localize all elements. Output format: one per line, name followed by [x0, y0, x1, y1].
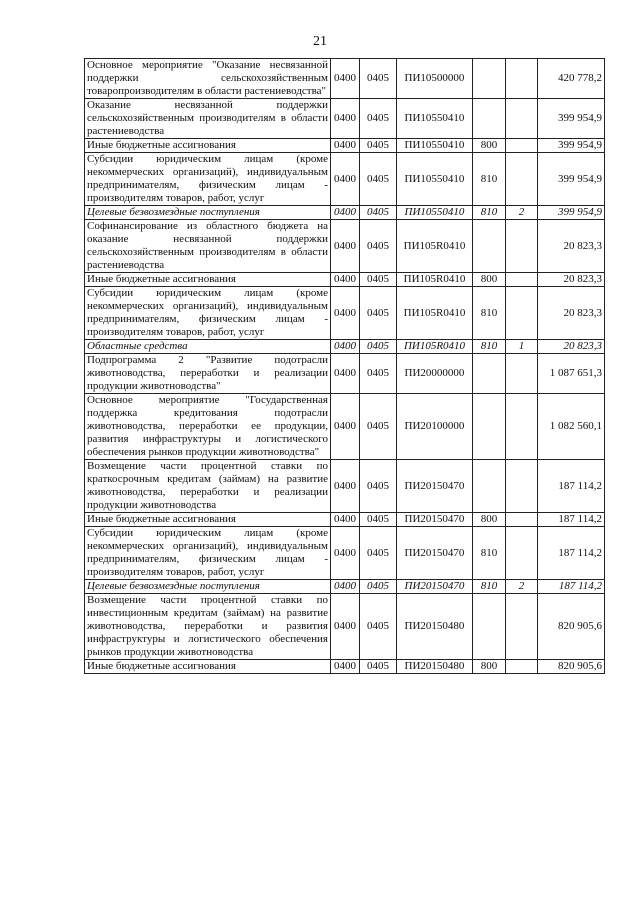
table-row — [85, 660, 605, 674]
row-name: Иные бюджетные ассигнования — [85, 139, 331, 153]
expense-type-code — [473, 460, 506, 513]
amount-value: 187 114,2 — [538, 513, 605, 527]
funding-source-code — [506, 153, 538, 206]
section-code: 0400 — [331, 660, 360, 674]
funding-source-code — [506, 460, 538, 513]
table-row — [85, 206, 605, 220]
section-code: 0400 — [331, 340, 360, 354]
expense-type-code: 800 — [473, 660, 506, 674]
row-name: Иные бюджетные ассигнования — [85, 273, 331, 287]
subsection-code: 0405 — [360, 354, 397, 394]
expense-type-code: 810 — [473, 287, 506, 340]
expense-type-code: 810 — [473, 206, 506, 220]
funding-source-code — [506, 287, 538, 340]
row-name: Субсидии юридическим лицам (кроме некоммерческих организаций), индивидуальным предпринимателям, физическим лицам - производителям товаров, работ, услуг — [85, 153, 331, 206]
table-row — [85, 139, 605, 153]
funding-source-code — [506, 527, 538, 580]
target-article-code: ПИ20150470 — [397, 513, 473, 527]
subsection-code: 0405 — [360, 594, 397, 660]
section-code: 0400 — [331, 580, 360, 594]
page-number: 21 — [313, 34, 327, 49]
section-code: 0400 — [331, 527, 360, 580]
section-code: 0400 — [331, 513, 360, 527]
amount-value: 420 778,2 — [538, 59, 605, 99]
row-name: Целевые безвозмездные поступления — [85, 206, 331, 220]
section-code: 0400 — [331, 394, 360, 460]
table-row — [85, 513, 605, 527]
amount-value: 187 114,2 — [538, 580, 605, 594]
expense-type-code: 800 — [473, 273, 506, 287]
table-row — [85, 594, 605, 660]
section-code: 0400 — [331, 59, 360, 99]
row-name: Подпрограмма 2 "Развитие подотрасли животноводства, переработки и реализации продукции животноводства" — [85, 354, 331, 394]
target-article-code: ПИ20100000 — [397, 394, 473, 460]
expense-type-code: 810 — [473, 580, 506, 594]
target-article-code: ПИ105R0410 — [397, 273, 473, 287]
target-article-code: ПИ20150480 — [397, 660, 473, 674]
target-article-code: ПИ105R0410 — [397, 340, 473, 354]
subsection-code: 0405 — [360, 287, 397, 340]
row-name: Иные бюджетные ассигнования — [85, 513, 331, 527]
table-row — [85, 153, 605, 206]
subsection-code: 0405 — [360, 460, 397, 513]
table-row — [85, 220, 605, 273]
funding-source-code — [506, 59, 538, 99]
target-article-code: ПИ10550410 — [397, 99, 473, 139]
target-article-code: ПИ105R0410 — [397, 287, 473, 340]
funding-source-code — [506, 273, 538, 287]
amount-value: 20 823,3 — [538, 273, 605, 287]
table-body — [85, 59, 605, 674]
row-name: Субсидии юридическим лицам (кроме некоммерческих организаций), индивидуальным предпринимателям, физическим лицам - производителям товаров, работ, услуг — [85, 287, 331, 340]
amount-value: 820 905,6 — [538, 660, 605, 674]
table-row — [85, 99, 605, 139]
table-row — [85, 580, 605, 594]
expense-type-code: 800 — [473, 513, 506, 527]
funding-source-code: 2 — [506, 580, 538, 594]
expense-type-code: 800 — [473, 139, 506, 153]
amount-value: 399 954,9 — [538, 139, 605, 153]
amount-value: 187 114,2 — [538, 527, 605, 580]
expense-type-code — [473, 220, 506, 273]
amount-value: 399 954,9 — [538, 153, 605, 206]
section-code: 0400 — [331, 220, 360, 273]
subsection-code: 0405 — [360, 153, 397, 206]
table-row — [85, 273, 605, 287]
row-name: Основное мероприятие "Государственная поддержка кредитования подотрасли животноводства, переработки ее продукции, развития инфраструктуры и логистического обеспечения рынков продукции животноводства" — [85, 394, 331, 460]
section-code: 0400 — [331, 139, 360, 153]
amount-value: 187 114,2 — [538, 460, 605, 513]
budget-table — [84, 58, 605, 674]
section-code: 0400 — [331, 354, 360, 394]
funding-source-code: 2 — [506, 206, 538, 220]
amount-value: 399 954,9 — [538, 99, 605, 139]
table-row — [85, 394, 605, 460]
target-article-code: ПИ10550410 — [397, 206, 473, 220]
funding-source-code — [506, 394, 538, 460]
table-row — [85, 527, 605, 580]
row-name: Основное мероприятие "Оказание несвязанной поддержки сельскохозяйственным товаропроизводителям в области растениеводства" — [85, 59, 331, 99]
expense-type-code: 810 — [473, 527, 506, 580]
amount-value: 820 905,6 — [538, 594, 605, 660]
row-name: Субсидии юридическим лицам (кроме некоммерческих организаций), индивидуальным предпринимателям, физическим лицам - производителям товаров, работ, услуг — [85, 527, 331, 580]
row-name: Оказание несвязанной поддержки сельскохозяйственным производителям в области растениеводства — [85, 99, 331, 139]
section-code: 0400 — [331, 99, 360, 139]
amount-value: 20 823,3 — [538, 340, 605, 354]
subsection-code: 0405 — [360, 273, 397, 287]
funding-source-code — [506, 594, 538, 660]
subsection-code: 0405 — [360, 660, 397, 674]
funding-source-code: 1 — [506, 340, 538, 354]
target-article-code: ПИ105R0410 — [397, 220, 473, 273]
expense-type-code — [473, 394, 506, 460]
subsection-code: 0405 — [360, 99, 397, 139]
target-article-code: ПИ20150480 — [397, 594, 473, 660]
amount-value: 399 954,9 — [538, 206, 605, 220]
subsection-code: 0405 — [360, 139, 397, 153]
subsection-code: 0405 — [360, 206, 397, 220]
funding-source-code — [506, 139, 538, 153]
subsection-code: 0405 — [360, 513, 397, 527]
section-code: 0400 — [331, 460, 360, 513]
section-code: 0400 — [331, 594, 360, 660]
expense-type-code: 810 — [473, 153, 506, 206]
section-code: 0400 — [331, 153, 360, 206]
row-name: Целевые безвозмездные поступления — [85, 580, 331, 594]
target-article-code: ПИ10500000 — [397, 59, 473, 99]
funding-source-code — [506, 99, 538, 139]
row-name: Областные средства — [85, 340, 331, 354]
expense-type-code — [473, 594, 506, 660]
subsection-code: 0405 — [360, 340, 397, 354]
section-code: 0400 — [331, 287, 360, 340]
amount-value: 20 823,3 — [538, 220, 605, 273]
row-name: Иные бюджетные ассигнования — [85, 660, 331, 674]
table-row — [85, 340, 605, 354]
target-article-code: ПИ10550410 — [397, 153, 473, 206]
target-article-code: ПИ20000000 — [397, 354, 473, 394]
expense-type-code — [473, 59, 506, 99]
subsection-code: 0405 — [360, 580, 397, 594]
expense-type-code — [473, 99, 506, 139]
section-code: 0400 — [331, 273, 360, 287]
table-row — [85, 354, 605, 394]
target-article-code: ПИ20150470 — [397, 527, 473, 580]
section-code: 0400 — [331, 206, 360, 220]
subsection-code: 0405 — [360, 394, 397, 460]
funding-source-code — [506, 354, 538, 394]
table-row — [85, 287, 605, 340]
funding-source-code — [506, 660, 538, 674]
amount-value: 1 082 560,1 — [538, 394, 605, 460]
funding-source-code — [506, 220, 538, 273]
row-name: Возмещение части процентной ставки по краткосрочным кредитам (займам) на развитие животноводства, переработки и реализации продукции животноводства — [85, 460, 331, 513]
row-name: Возмещение части процентной ставки по инвестиционным кредитам (займам) на развитие животноводства, переработки и развития инфраструктуры и логистического обеспечения рынков продукции животноводства — [85, 594, 331, 660]
amount-value: 20 823,3 — [538, 287, 605, 340]
target-article-code: ПИ10550410 — [397, 139, 473, 153]
subsection-code: 0405 — [360, 220, 397, 273]
subsection-code: 0405 — [360, 59, 397, 99]
table-row — [85, 59, 605, 99]
amount-value: 1 087 651,3 — [538, 354, 605, 394]
funding-source-code — [506, 513, 538, 527]
target-article-code: ПИ20150470 — [397, 460, 473, 513]
target-article-code: ПИ20150470 — [397, 580, 473, 594]
expense-type-code — [473, 354, 506, 394]
row-name: Софинансирование из областного бюджета на оказание несвязанной поддержки сельскохозяйственным производителям в области растениеводства — [85, 220, 331, 273]
expense-type-code: 810 — [473, 340, 506, 354]
table-row — [85, 460, 605, 513]
subsection-code: 0405 — [360, 527, 397, 580]
